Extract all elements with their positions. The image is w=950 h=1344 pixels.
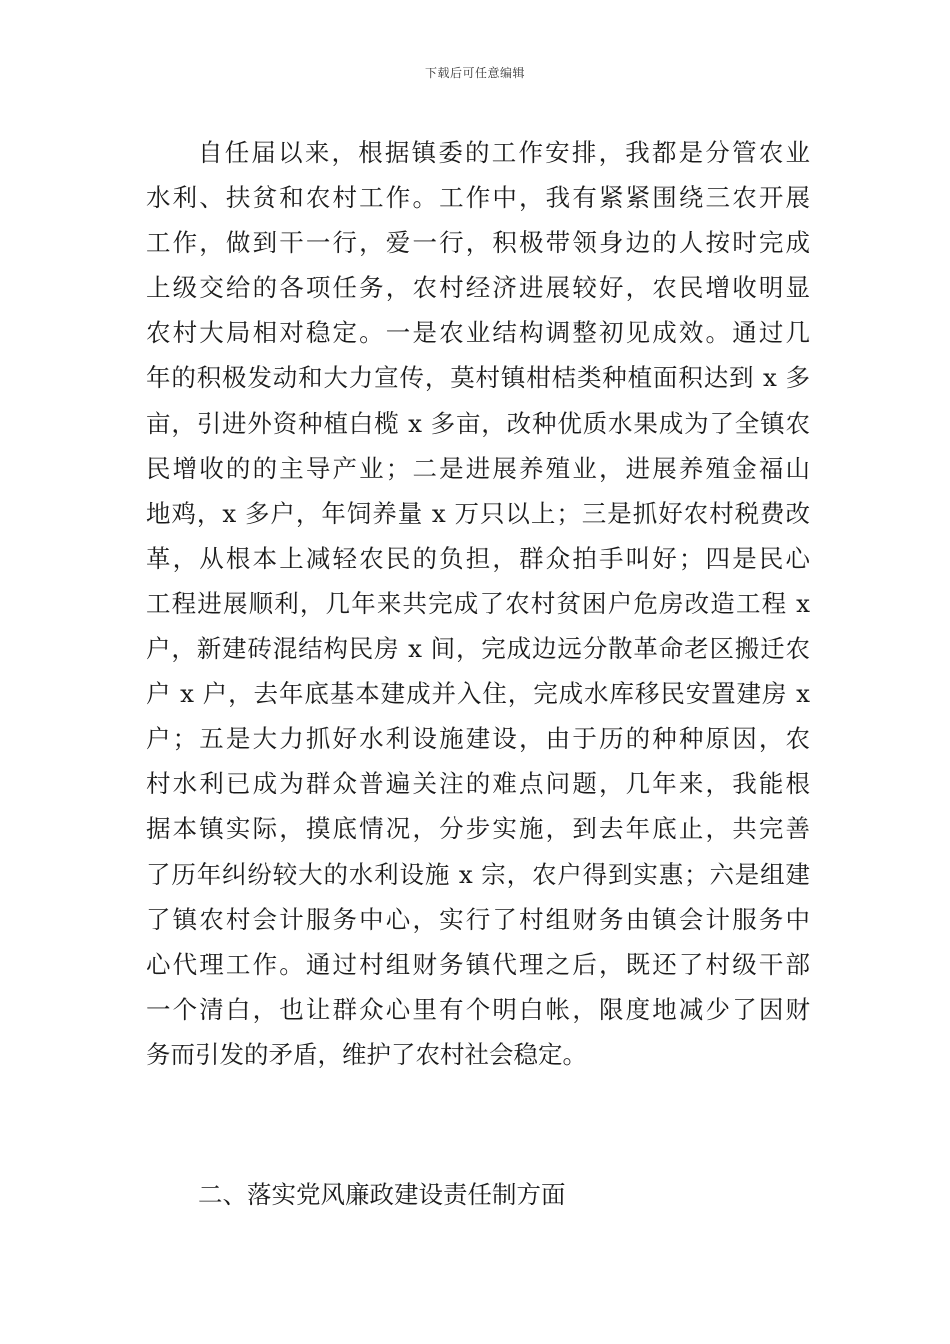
paragraph-line: 亩，引进外资种植白榄 x 多亩，改种优质水果成为了全镇农 xyxy=(146,408,810,438)
paragraph-line: 了镇农村会计服务中心，实行了村组财务由镇会计服务中 xyxy=(146,904,810,934)
paragraph-line: 户 x 户，去年底基本建成并入住，完成水库移民安置建房 x xyxy=(146,679,810,709)
paragraph-line: 上级交给的各项任务，农村经济进展较好，农民增收明显 xyxy=(146,273,810,303)
paragraph-line: 自任届以来，根据镇委的工作安排，我都是分管农业 xyxy=(198,138,810,167)
paragraph-line: 工作，做到干一行，爱一行，积极带领身边的人按时完成 xyxy=(146,228,810,258)
body-paragraph xyxy=(146,130,810,1077)
paragraph-line: 革，从根本上减轻农民的负担，群众拍手叫好；四是民心 xyxy=(146,543,810,573)
paragraph-line: 农村大局相对稳定。一是农业结构调整初见成效。通过几 xyxy=(146,318,810,348)
paragraph-line: 工程进展顺利，几年来共完成了农村贫困户危房改造工程 x xyxy=(146,588,810,618)
paragraph-line: 据本镇实际，摸底情况，分步实施，到去年底止，共完善 xyxy=(146,814,810,844)
paragraph-line: 户，新建砖混结构民房 x 间，完成边远分散革命老区搬迁农 xyxy=(146,634,810,664)
paragraph-line: 民增收的的主导产业；二是进展养殖业，进展养殖金福山 xyxy=(146,453,810,483)
header-note: 下载后可任意编辑 xyxy=(424,66,525,80)
paragraph-line: 心代理工作。通过村组财务镇代理之后，既还了村级干部 xyxy=(146,949,810,979)
section-heading: 二、落实党风廉政建设责任制方面 xyxy=(198,1180,566,1209)
paragraph-line: 村水利已成为群众普遍关注的难点问题，几年来，我能根 xyxy=(146,769,810,799)
paragraph-line: 水利、扶贫和农村工作。工作中，我有紧紧围绕三农开展 xyxy=(146,183,810,213)
paragraph-line: 务而引发的矛盾，维护了农村社会稳定。 xyxy=(146,1039,587,1069)
paragraph-line: 了历年纠纷较大的水利设施 x 宗，农户得到实惠；六是组建 xyxy=(146,859,810,889)
paragraph-line: 地鸡，x 多户，年饲养量 x 万只以上；三是抓好农村税费改 xyxy=(146,498,810,528)
paragraph-line: 户；五是大力抓好水利设施建设，由于历的种种原因，农 xyxy=(146,724,810,754)
paragraph-line: 年的积极发动和大力宣传，莫村镇柑桔类种植面积达到 x 多 xyxy=(146,363,810,393)
paragraph-line: 一个清白，也让群众心里有个明白帐，限度地减少了因财 xyxy=(146,994,810,1024)
